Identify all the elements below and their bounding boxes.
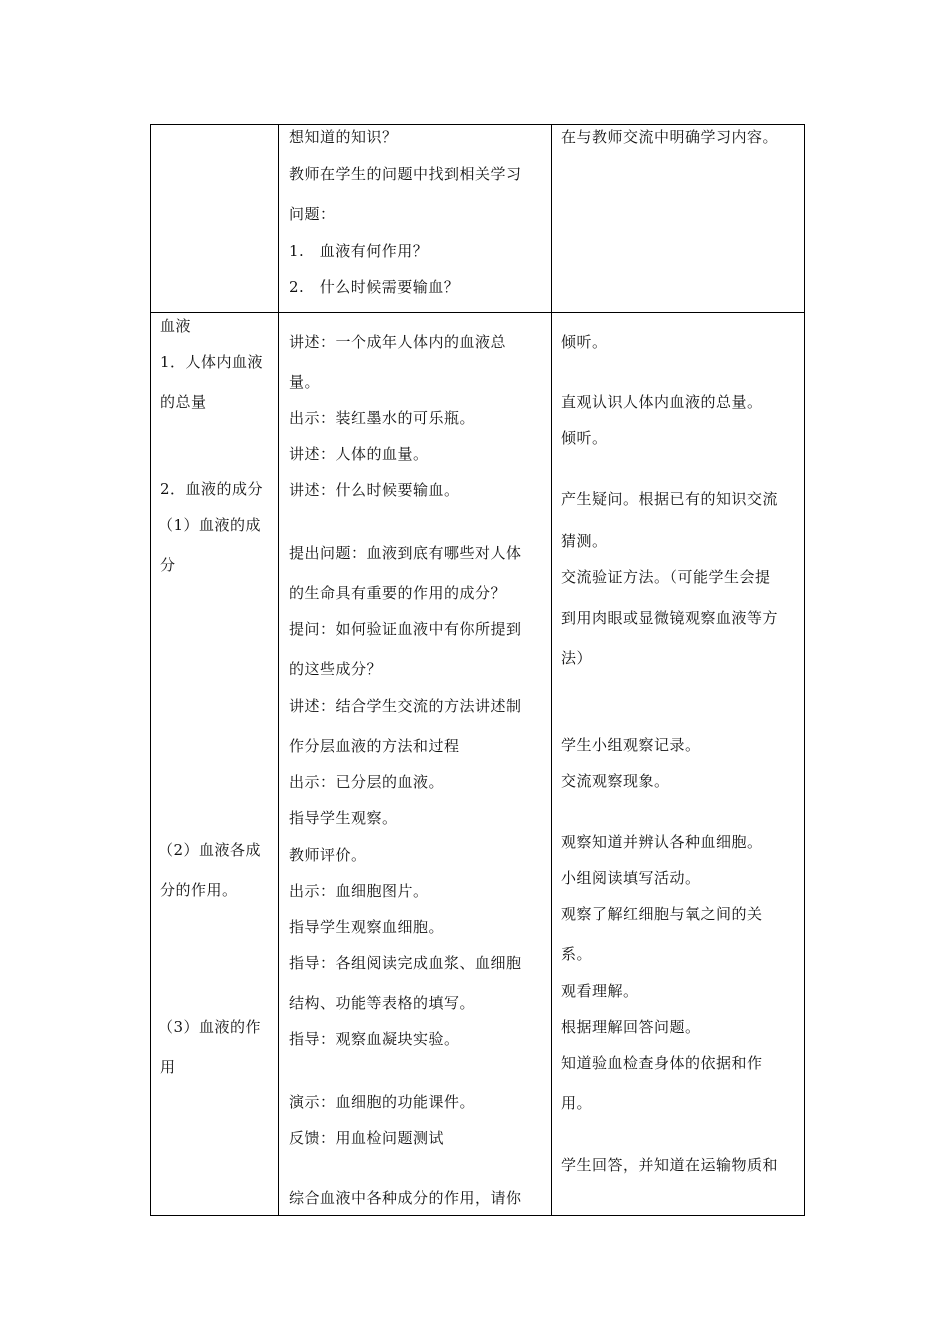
topic-text: 2．血液的成分	[160, 480, 264, 498]
table-row-text: 指导学生观察血细胞。	[289, 918, 445, 936]
topic-text: （1）血液的成	[158, 516, 262, 534]
table-row-text: 指导：观察血凝块实验。	[289, 1030, 460, 1048]
table-row-text: 观看理解。	[561, 982, 639, 1000]
table-row-text: 指导：各组阅读完成血浆、血细胞	[289, 954, 522, 972]
table-row-text: 的生命具有重要的作用的成分？	[289, 584, 507, 602]
lesson-plan-table	[150, 124, 805, 1216]
section-title: 血液	[160, 317, 192, 335]
table-row-text: 倾听。	[561, 429, 608, 447]
table-row-text: 用。	[561, 1094, 593, 1112]
table-row-text: 量。	[289, 373, 321, 391]
table-row-text: 综合血液中各种成分的作用，请你	[289, 1189, 522, 1207]
table-row-text: 教师评价。	[289, 846, 367, 864]
row-divider	[150, 312, 805, 313]
table-row-text: 猜测。	[561, 532, 608, 550]
table-row-text: 观察知道并辨认各种血细胞。	[561, 833, 763, 851]
topic-text: （2）血液各成	[158, 841, 262, 859]
table-row-text: 想知道的知识？	[289, 128, 398, 146]
topic-text: 分	[160, 556, 176, 574]
topic-text: （3）血液的作	[158, 1018, 262, 1036]
table-row-text: 1. 血液有何作用？	[289, 242, 429, 260]
table-row-text: 讲述：什么时候要输血。	[289, 481, 460, 499]
table-border-bottom	[150, 1215, 805, 1216]
table-row-text: 讲述：人体的血量。	[289, 445, 429, 463]
topic-text: 分的作用。	[160, 881, 238, 899]
table-row-text: 观察了解红细胞与氧之间的关	[561, 905, 763, 923]
table-row-text: 在与教师交流中明确学习内容。	[561, 128, 779, 146]
table-row-text: 提问：如何验证血液中有你所提到	[289, 620, 522, 638]
table-row-text: 讲述：一个成年人体内的血液总	[289, 333, 507, 351]
table-row-text: 交流观察现象。	[561, 772, 670, 790]
table-row-text: 提出问题：血液到底有哪些对人体	[289, 544, 522, 562]
table-row-text: 倾听。	[561, 333, 608, 351]
table-row-text: 直观认识人体内血液的总量。	[561, 393, 763, 411]
table-row-text: 教师在学生的问题中找到相关学习	[289, 165, 522, 183]
table-row-text: 结构、功能等表格的填写。	[289, 994, 476, 1012]
table-row-text: 指导学生观察。	[289, 809, 398, 827]
topic-text: 用	[160, 1058, 176, 1076]
table-border-left	[150, 124, 151, 1216]
column-divider-2	[551, 124, 552, 1216]
table-row-text: 出示：装红墨水的可乐瓶。	[289, 409, 476, 427]
table-row-text: 作分层血液的方法和过程	[289, 737, 460, 755]
table-row-text: 系。	[561, 945, 593, 963]
table-row-text: 2. 什么时候需要输血？	[289, 278, 460, 296]
table-row-text: 小组阅读填写活动。	[561, 869, 701, 887]
table-border-right	[804, 124, 805, 1216]
table-row-text: 反馈：用血检问题测试	[289, 1129, 445, 1147]
table-row-text: 产生疑问。根据已有的知识交流	[561, 490, 779, 508]
table-row-text: 根据理解回答问题。	[561, 1018, 701, 1036]
table-row-text: 知道验血检查身体的依据和作	[561, 1054, 763, 1072]
table-row-text: 出示：已分层的血液。	[289, 773, 445, 791]
table-row-text: 交流验证方法。（可能学生会提	[561, 568, 771, 586]
table-row-text: 法）	[561, 649, 593, 667]
table-row-text: 出示：血细胞图片。	[289, 882, 429, 900]
column-divider-1	[278, 124, 279, 1216]
table-row-text: 的这些成分？	[289, 660, 383, 678]
table-border-top	[150, 124, 805, 125]
table-row-text: 到用肉眼或显微镜观察血液等方	[561, 609, 779, 627]
topic-text: 1．人体内血液	[160, 353, 264, 371]
table-row-text: 学生回答，并知道在运输物质和	[561, 1156, 779, 1174]
table-row-text: 问题：	[289, 205, 336, 223]
table-row-text: 讲述：结合学生交流的方法讲述制	[289, 697, 522, 715]
table-row-text: 演示：血细胞的功能课件。	[289, 1093, 476, 1111]
table-row-text: 学生小组观察记录。	[561, 736, 701, 754]
topic-text: 的总量	[160, 393, 207, 411]
